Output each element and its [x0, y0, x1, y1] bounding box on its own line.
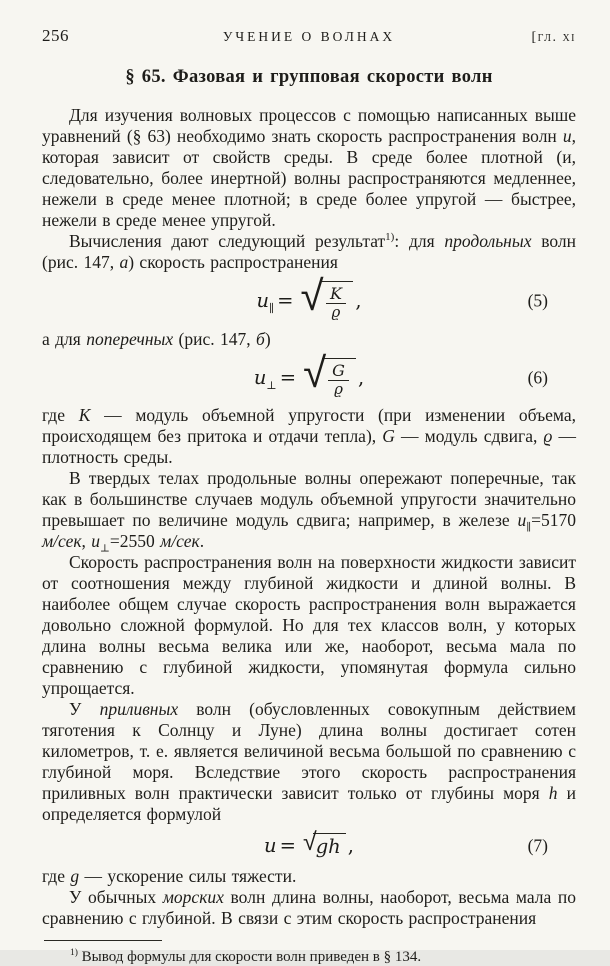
italic-text: ϱ [543, 426, 553, 447]
text-run: У [69, 699, 100, 720]
trailing-comma: , [347, 834, 354, 858]
fraction-numerator: G [332, 360, 345, 380]
math-subscript: ⊥ [266, 378, 277, 392]
formula-left-side [253, 366, 303, 392]
equation-number: (6) [527, 367, 548, 388]
italic-text: G [382, 426, 395, 447]
radicand [313, 833, 346, 858]
paragraph-intro [42, 105, 576, 231]
formula-left-side [256, 289, 300, 316]
text-run: — модуль сдвига, [394, 426, 544, 447]
text-run: В твердых телах продольные волны опережают поперечные, так как в большинстве случаев модуль объемной упругости значительно превышает по величине модуль сдвига; например, в железе [42, 468, 576, 531]
equation-7 [264, 827, 354, 859]
text-run: Для изучения волновых процессов с помощью написанных выше уравнений (§ 63) необходимо знать скорость распространения волн [42, 105, 576, 146]
radicand [320, 281, 354, 321]
text-run: (рис. 147, [173, 328, 257, 349]
italic-text: продольных [444, 231, 532, 251]
radical [303, 347, 356, 398]
equation-6-row [42, 347, 576, 398]
text-run: =2550 [109, 531, 161, 552]
paragraph-transverse [42, 329, 576, 350]
italic-text: б [256, 328, 265, 349]
italic-text: поперечных [86, 328, 174, 349]
footnote-marker: 1) [385, 231, 395, 244]
equation-5-row [42, 271, 576, 321]
italic-text: u [517, 510, 527, 531]
text-run: . [199, 531, 205, 552]
math-variable: u [264, 834, 277, 858]
italic-text: u [562, 126, 572, 146]
text-run: ) скорость распространения [128, 252, 338, 272]
running-title: УЧЕНИЕ О ВОЛНАХ [222, 29, 396, 44]
math-variable: u [256, 289, 270, 313]
footnote-1 [42, 948, 576, 966]
chapter-reference: [гл. xi [531, 30, 576, 45]
paragraph-g-definition [42, 866, 576, 887]
text-run: У обычных [69, 887, 163, 908]
equals-sign: = [277, 289, 294, 313]
text-run: а для [42, 328, 87, 349]
radicand [322, 358, 356, 398]
text-run: волн (рис. 147, [42, 231, 576, 272]
text-run: где [42, 405, 79, 426]
text-run: Вывод формулы для скорости волн приведен в § 134. [77, 949, 422, 966]
fraction [326, 285, 347, 321]
equation-6 [253, 347, 365, 398]
italic-text: g [70, 866, 80, 887]
radical-sign-icon: √ [302, 827, 317, 857]
paragraph-tidal-waves [42, 699, 576, 825]
fraction-denominator: ϱ [328, 380, 349, 398]
radical-sign-icon: √ [300, 271, 324, 320]
radical [302, 827, 346, 859]
text-run: волн (обусловленных совокупным действием тяготения к Солнцу и Луне) длина волны достигает сотен километров, т. е. является величиной весьма большой по сравнению с глубиной моря. Вследствие этого скорость распространения приливных волн практически зависит только от глубины моря [42, 699, 577, 804]
italic-text: м/сек [42, 531, 82, 552]
page-body [42, 105, 576, 966]
fraction [328, 362, 349, 398]
math-variable: u [253, 366, 267, 390]
math-subscript: ∥ [269, 302, 275, 316]
page-header [42, 26, 576, 46]
text-run: ⊥ [100, 543, 110, 555]
text-run: , которая зависит от свойств среды. В среде более плотной (и, следовательно, более инертной) волны распространяются медленнее, нежели в среде менее плотной; в среде более упругой — быстрее, нежели в среде менее упругой. [42, 126, 576, 230]
radicand-expression: gh [315, 835, 341, 859]
footnote-marker: 1) [70, 948, 78, 959]
trailing-comma: , [355, 289, 362, 313]
equation-7-row [42, 827, 576, 859]
text-run: где [42, 866, 71, 887]
paragraph-solids [42, 468, 576, 555]
page-number: 256 [42, 26, 69, 45]
formula-left-side [264, 834, 303, 857]
text-run: — плотность среды. [42, 426, 577, 468]
paragraph-sea-waves [42, 887, 576, 929]
italic-text: приливных [99, 699, 179, 720]
text-run: — модуль объемной упругости (при изменении объема, происходящем без притока и отдачи тепла), [42, 405, 577, 447]
text-run: Скорость распространения волн на поверхности жидкости зависит от соотношения между глубиной жидкости и длиной волны. В наиболее общем случае скорость распространения волн выражается довольно сложной формулой. Но для тех классов волн, у которых длина волны весьма велика или же, наоборот, весьма мала по сравнению с глубиной жидкости, упомянутая формула сильно упрощается. [42, 552, 576, 699]
paragraph-calculations [42, 231, 576, 273]
equation-number: (7) [527, 835, 548, 856]
text-run: — ускорение силы тяжести. [79, 866, 297, 887]
text-run: =5170 [531, 510, 576, 531]
text-run: ) [264, 328, 271, 349]
equation-number: (5) [527, 290, 548, 311]
equals-sign: = [279, 834, 296, 858]
text-run: , [81, 531, 92, 552]
paragraph-moduli-definition [42, 405, 576, 468]
italic-text: K [78, 405, 91, 426]
text-run: Вычисления дают следующий результат [69, 231, 386, 251]
radical [300, 271, 353, 321]
italic-text: h [548, 783, 558, 804]
text-run: : для [394, 231, 445, 251]
fraction-denominator: ϱ [326, 303, 347, 321]
radical-sign-icon: √ [303, 347, 327, 397]
equals-sign: = [279, 366, 297, 390]
footnote-separator-rule [44, 940, 162, 941]
italic-text: а [119, 252, 129, 272]
text-run: волн длина волны, наоборот, весьма мала по сравнению с глубиной. В связи с этим скорость распространения [42, 887, 576, 929]
equation-5 [256, 271, 362, 321]
trailing-comma: , [357, 366, 365, 390]
italic-text: м/сек [160, 531, 200, 552]
fraction-numerator: K [329, 284, 342, 303]
italic-text: u [91, 531, 101, 552]
text-run: и определяется формулой [42, 783, 576, 825]
paragraph-liquid-surface [42, 552, 576, 699]
section-heading: § 65. Фазовая и групповая скорости волн [125, 67, 493, 87]
text-run: ∥ [526, 522, 532, 534]
italic-text: морских [162, 887, 224, 908]
